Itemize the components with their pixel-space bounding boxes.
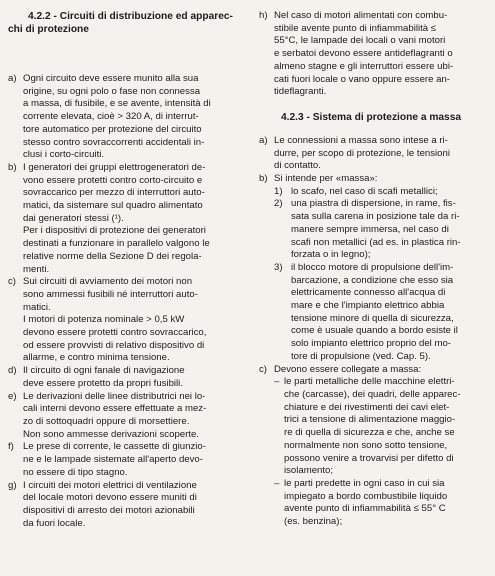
list-item bbox=[8, 365, 244, 390]
text-line: corrente elevata, cioè > 320 A, di interrut- bbox=[23, 111, 199, 123]
text-line: impiegato a bordo combustibile liquido bbox=[284, 490, 448, 502]
text-line: sono ammessi fusibili né interruttori auto- bbox=[23, 288, 198, 300]
text-line: devono essere protetti contro sovraccarico, bbox=[23, 327, 207, 339]
section-heading-4-2-3 bbox=[259, 111, 489, 124]
text-line: da fuori locale. bbox=[23, 517, 86, 529]
text-line: Non sono ammesse derivazioni scoperte. bbox=[23, 428, 199, 440]
text-line: 55°C, le lampade dei locali o vani motori bbox=[274, 35, 446, 47]
text-line: Ogni circuito deve essere munito alla sua bbox=[23, 73, 199, 84]
item-label: b) bbox=[259, 173, 268, 185]
text-line: trici a tensione di alimentazione maggio- bbox=[284, 414, 456, 426]
text-line: Il circuito di ogni fanale di navigazione bbox=[23, 365, 185, 377]
text-line: sata sulla carena in posizione tale da ri- bbox=[291, 211, 460, 223]
text-line: del locale motori devono essere muniti di bbox=[23, 492, 197, 504]
text-line: avente punto di infiammabilità ≤ 55° C bbox=[284, 503, 446, 515]
text-line: sovraccarico per mezzo di interruttori auto- bbox=[23, 187, 205, 199]
item-label: h) bbox=[259, 10, 268, 21]
text-line: tideflagranti. bbox=[274, 86, 327, 98]
list-item bbox=[8, 162, 244, 276]
text-line: menti. bbox=[23, 263, 50, 275]
text-line: Devono essere collegate a massa: bbox=[274, 363, 422, 375]
item-label: d) bbox=[8, 365, 17, 377]
heading-line: 4.2.2 - Circuiti di distribuzione ed apparec- bbox=[28, 11, 233, 22]
item-label: f) bbox=[8, 441, 14, 453]
text-line: le parti predette in ogni caso in cui sia bbox=[284, 477, 445, 489]
text-line: relative norme della Sezione D dei regola- bbox=[23, 250, 202, 262]
text-line: origine, su ogni polo o fase non connessa bbox=[23, 85, 201, 97]
item-label: e) bbox=[8, 390, 17, 402]
text-line: forzata o in legno); bbox=[291, 249, 371, 261]
text-line: Si intende per «massa»: bbox=[274, 173, 378, 185]
item-label: g) bbox=[8, 479, 17, 491]
text-line: il blocco motore di propulsione dell'im- bbox=[291, 261, 454, 273]
text-line: le parti metalliche delle macchine elettri- bbox=[284, 376, 455, 388]
text-line: no essere di tipo stagno. bbox=[23, 466, 128, 478]
text-line: deve essere protetto da propri fusibili. bbox=[23, 377, 183, 389]
text-line: cali interni devono essere effettuate a mez- bbox=[23, 403, 207, 415]
text-line: zo di sottoquadri oppure di morsettiere. bbox=[23, 415, 190, 427]
right-column bbox=[259, 10, 489, 529]
sub-item bbox=[274, 262, 489, 364]
sub-item bbox=[274, 198, 489, 262]
item-label: c) bbox=[259, 363, 267, 375]
item-label: 2) bbox=[274, 198, 283, 210]
list-item-c bbox=[259, 364, 489, 529]
item-label: c) bbox=[8, 276, 16, 288]
text-line: tensione minore di quella di sicurezza, bbox=[291, 312, 454, 324]
list-item bbox=[8, 276, 244, 365]
text-line: I circuiti dei motori elettrici di ventilazione bbox=[23, 479, 197, 491]
item-label: a) bbox=[259, 134, 268, 146]
text-line: matici, da sistemare sul quadro alimentato bbox=[23, 200, 203, 212]
text-line: Le derivazioni delle linee distributrici nei lo- bbox=[23, 390, 206, 402]
section-heading-4-2-2 bbox=[8, 10, 244, 36]
text-line: solo impianto elettrico proprio del mo- bbox=[291, 338, 451, 350]
heading-line: 4.2.3 - Sistema di protezione a massa bbox=[281, 111, 462, 123]
text-line: vono essere protetti contro corto-circuito e bbox=[23, 174, 203, 186]
list-item bbox=[8, 73, 244, 162]
text-line: che (carcasse), dei quadri, delle apparec- bbox=[284, 388, 461, 400]
text-line: di contatto. bbox=[274, 160, 321, 172]
text-line: re di quella di sicurezza e che, anche se bbox=[284, 427, 455, 439]
text-line: una piastra di dispersione, in rame, fis- bbox=[291, 198, 456, 210]
text-line: tore di propulsione (ved. Cap. 5). bbox=[291, 350, 431, 362]
text-line: durre, per scopo di protezione, le tensioni bbox=[274, 147, 450, 159]
text-line: elettricamente connesso all'acqua di bbox=[291, 287, 446, 299]
text-line: matici. bbox=[23, 301, 51, 313]
text-line: a massa, di fusibile, e se avente, intensità di bbox=[23, 98, 211, 110]
text-line: dai generatori stessi (¹). bbox=[23, 212, 124, 224]
item-label: 3) bbox=[274, 261, 283, 273]
text-line: od essere provvisti di relativo dispositivo di bbox=[23, 339, 205, 351]
text-line: barcazione, a condizione che esso sia bbox=[291, 274, 454, 286]
text-line: Per i dispositivi di protezione dei generatori bbox=[23, 225, 206, 237]
list-item bbox=[8, 441, 244, 479]
text-line: chiature e dei rivestimenti dei cavi elet- bbox=[284, 401, 450, 413]
sub-item bbox=[274, 186, 489, 199]
text-line: ne e le lampade sistemate all'aperto devo- bbox=[23, 454, 203, 466]
text-line: stesso contro sovraccorrenti accidentali in- bbox=[23, 136, 205, 148]
text-line: almeno stagne e gli interruttori essere ubi- bbox=[274, 60, 454, 72]
left-column bbox=[8, 10, 244, 530]
text-line: stibile avente punto di infiammabilità ≤ bbox=[274, 22, 437, 34]
text-line: (es. benzina); bbox=[284, 516, 343, 528]
list-item-b bbox=[259, 173, 489, 364]
text-line: Sui circuiti di avviamento dei motori non bbox=[23, 276, 193, 288]
text-line: possono venire a trovarvisi per difetto di bbox=[284, 452, 454, 464]
text-line: dispositivi di arresto dei motori azionabili bbox=[23, 504, 195, 516]
text-line: Le connessioni a massa sono intese a ri- bbox=[274, 134, 448, 146]
text-line: scafi non metallici (ad es. in plastica rin- bbox=[291, 236, 461, 248]
text-line: cati fuori locale o vano oppure essere an- bbox=[274, 73, 450, 85]
text-line: normalmente non sono sotto tensione, bbox=[284, 439, 448, 451]
text-line: isolamento; bbox=[284, 465, 334, 477]
list-item-a bbox=[259, 135, 489, 173]
text-line: come è usuale quando a bordo esiste il bbox=[291, 325, 458, 337]
text-line: I generatori dei gruppi elettrogeneratori de- bbox=[23, 161, 206, 173]
list-item bbox=[8, 391, 244, 442]
text-line: mare e che l'impianto elettrico abbia bbox=[291, 300, 445, 312]
text-line: clusi i corto-circuiti. bbox=[23, 149, 105, 161]
item-label: a) bbox=[8, 73, 17, 84]
list-item-h bbox=[259, 10, 489, 99]
text-line: I motori di potenza nominale > 0,5 kW bbox=[23, 314, 185, 326]
item-label: 1) bbox=[274, 185, 283, 197]
text-line: manere sempre immersa, nel caso di bbox=[291, 223, 449, 235]
dash-item bbox=[274, 376, 489, 478]
text-line: lo scafo, nel caso di scafi metallici; bbox=[291, 185, 438, 197]
text-line: destinati a funzionare in parallelo valgono le bbox=[23, 238, 210, 250]
item-label: b) bbox=[8, 161, 17, 173]
text-line: tore automatico per protezione del circuito bbox=[23, 123, 202, 135]
text-line: allarme, e contro minima tensione. bbox=[23, 352, 170, 364]
item-label: – bbox=[274, 477, 280, 489]
text-line: e serbatoi devono essere antideflagranti o bbox=[274, 48, 453, 60]
item-label: – bbox=[274, 376, 280, 388]
left-items-list bbox=[8, 73, 244, 530]
heading-line: chi di protezione bbox=[8, 24, 89, 35]
text-line: Le prese di corrente, le cassette di giunzio- bbox=[23, 441, 206, 453]
text-line: Nel caso di motori alimentati con combu- bbox=[274, 10, 448, 21]
dash-item bbox=[274, 478, 489, 529]
list-item bbox=[8, 480, 244, 531]
